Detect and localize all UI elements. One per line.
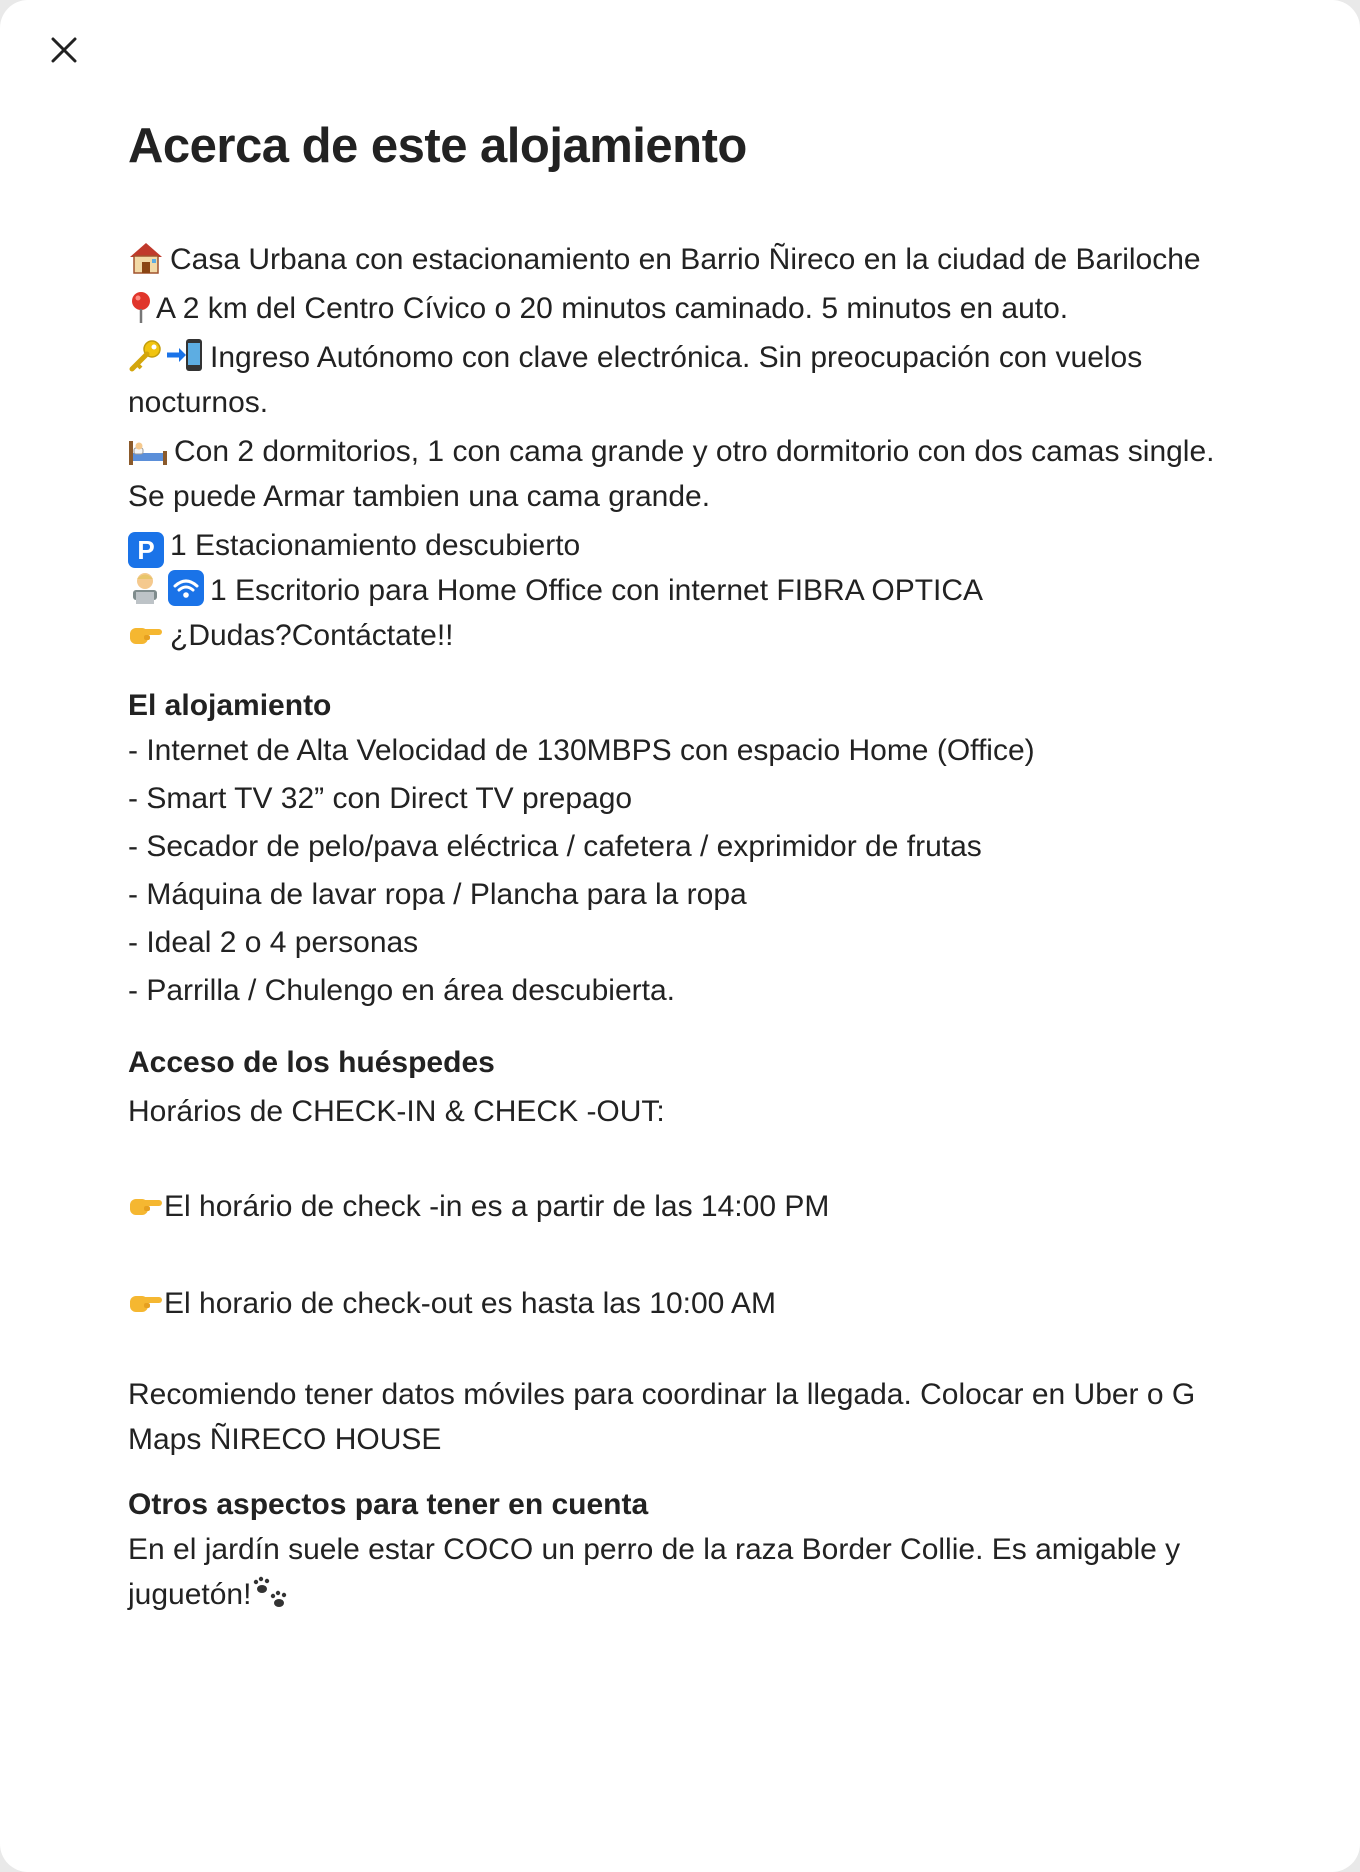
list-item: - Smart TV 32” con Direct TV prepago [128,782,633,815]
intro-text-parking: 1 Estacionamiento descubierto [170,529,581,562]
house-icon [128,241,164,275]
list-item: - Internet de Alta Velocidad de 130MBPS con espacio Home (Office) [128,734,1035,767]
key-icon [128,339,164,373]
round-pushpin-icon [128,290,154,324]
list-item: - Secador de pelo/pava eléctrica / cafetera / exprimidor de frutas [128,830,982,863]
description [128,237,1248,1617]
list-item: - Ideal 2 o 4 personas [128,926,419,959]
pointing-hand-icon [128,1191,164,1219]
checkout-line [128,1281,1248,1326]
checkin-checkout-title: Horários de CHECK-IN & CHECK -OUT: [128,1095,665,1128]
intro-text-office: 1 Escritorio para Home Office con internet FIBRA OPTICA [210,574,984,607]
checkin-text: El horário de check -in es a partir de las 14:00 PM [164,1190,830,1223]
other-notes [128,1527,1248,1617]
section-heading-otros: Otros aspectos para tener en cuenta [128,1488,649,1521]
intro-text-contact: ¿Dudas?Contáctate!! [170,619,454,652]
parking-icon: P [128,532,164,568]
pointing-hand-icon [128,620,164,648]
intro-line [128,335,1248,425]
pointing-hand-icon [128,1288,164,1316]
intro-text-bedrooms: Con 2 dormitorios, 1 con cama grande y otro dormitorio con dos camas single. Se puede Armar tambien una cama grande. [128,435,1215,513]
intro-line [128,429,1248,519]
page-title: Acerca de este alojamiento [128,119,747,173]
close-icon [51,37,77,63]
intro-text-location: A 2 km del Centro Cívico o 20 minutos caminado. 5 minutos en auto. [156,292,1069,325]
section-heading-alojamiento: El alojamiento [128,689,332,722]
intro-line [128,286,1248,331]
bed-icon [128,437,168,467]
intro-line [128,613,1248,658]
list-item: - Máquina de lavar ropa / Plancha para la ropa [128,878,747,911]
intro-text-house: Casa Urbana con estacionamiento en Barrio Ñireco en la ciudad de Bariloche [170,243,1201,276]
checkin-line [128,1184,1248,1229]
intro-line [128,568,1248,613]
paw-prints-icon [251,1576,291,1612]
office-worker-icon [128,570,162,606]
checkout-text: El horario de check-out es hasta las 10:00 AM [164,1287,777,1320]
wifi-icon [168,570,204,606]
arrival-recommendation: Recomiendo tener datos móviles para coordinar la llegada. Colocar en Uber o G Maps ÑIRECO HOUSE [128,1378,1196,1456]
other-notes-text: En el jardín suele estar COCO un perro de la raza Border Collie. Es amigable y juguetón! [128,1533,1181,1611]
section-heading-acceso: Acceso de los huéspedes [128,1046,495,1079]
mobile-phone-arrow-icon [166,337,204,373]
intro-line [128,237,1248,282]
list-item: - Parrilla / Chulengo en área descubierta. [128,974,675,1007]
intro-text-access: Ingreso Autónomo con clave electrónica. Sin preocupación con vuelos nocturnos. [128,341,1143,419]
intro-line [128,523,1248,568]
close-button[interactable] [44,30,84,70]
